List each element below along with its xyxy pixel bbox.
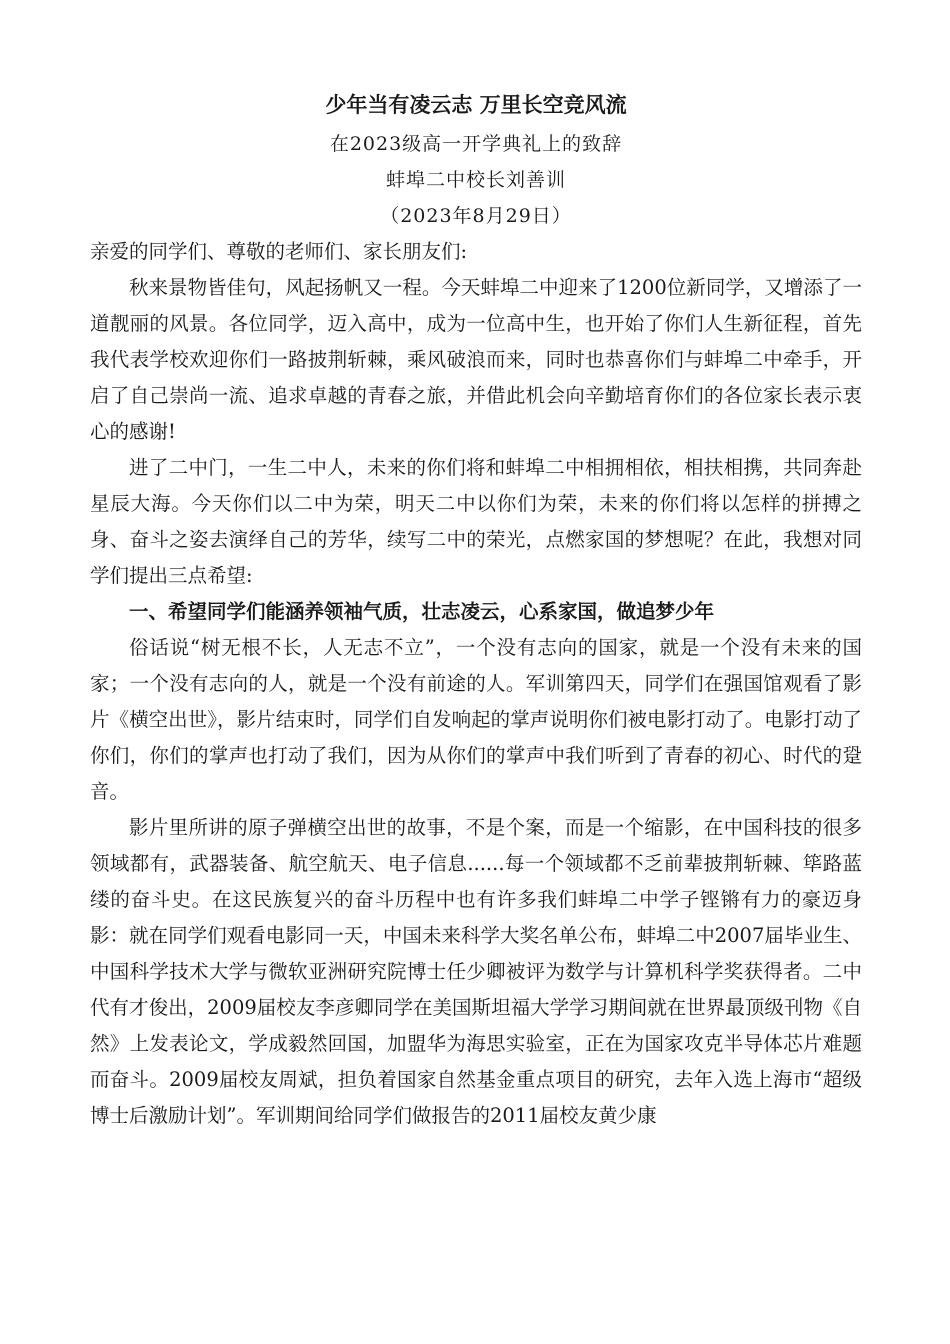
speaker-line: 蚌埠二中校长刘善训 [385, 169, 566, 191]
document-page [90, 90, 862, 1134]
section-heading-1: 一、希望同学们能涵养领袖气质，壮志凌云，心系家国，做追梦少年 [129, 600, 715, 623]
document-body [90, 234, 862, 1134]
paragraph-welcome: 秋来景物皆佳句，风起扬帆又一程。今天蚌埠二中迎来了1200位新同学，又增添了一道靓丽的风景。各位同学，迈入高中，成为一位高中生，也开始了你们人生新征程，首先我代表学校欢迎你们一路披荆斩棘，乘风破浪而来，同时也恭喜你们与蚌埠二中牵手，开启了自己崇尚一流、追求卓越的青春之旅，并借此机会向辛勤培育你们的各位家长表示衷心的感谢! [90, 276, 862, 443]
paragraph-hopes-intro: 进了二中门，一生二中人，未来的你们将和蚌埠二中相拥相依，相扶相携，共同奔赴星辰大海。今天你们以二中为荣，明天二中以你们为荣，未来的你们将以怎样的拼搏之身、奋斗之姿去演绎自己的芳华，续写二中的荣光，点燃家国的梦想呢？在此，我想对同学们提出三点希望: [90, 456, 862, 587]
paragraph-alumni: 影片里所讲的原子弹横空出世的故事，不是个案，而是一个缩影，在中国科技的很多领域都有，武器装备、航空航天、电子信息......每一个领域都不乏前辈披荆斩棘、筚路蓝缕的奋斗史。在这民族复兴的奋斗历程中也有许多我们蚌埠二中学子铿锵有力的豪迈身影：就在同学们观看电影同一天，中国未来科学大奖名单公布，蚌埠二中2007届毕业生、中国科学技术大学与微软亚洲研究院博士任少卿被评为数学与计算机科学奖获得者。二中代有才俊出，2009届校友李彦卿同学在美国斯坦福大学学习期间就在世界最顶级刊物《自然》上发表论文，学成毅然回国，加盟华为海思实验室，正在为国家攻克半导体芯片难题而奋斗。2009届校友周斌，担负着国家自然基金重点项目的研究，去年入选上海市“超级博士后激励计划”。军训期间给同学们做报告的2011届校友黄少康 [90, 816, 862, 1127]
paragraph-ambition: 俗话说“树无根不长，人无志不立”，一个没有志向的国家，就是一个没有未来的国家；一个没有志向的人，就是一个没有前途的人。军训第四天，同学们在强国馆观看了影片《横空出世》，影片结束时，同学们自发响起的掌声说明你们被电影打动了。电影打动了你们，你们的掌声也打动了我们，因为从你们的掌声中我们听到了青春的初心、时代的跫音。 [90, 636, 862, 803]
document-title: 少年当有凌云志 万里长空竞风流 [325, 92, 627, 117]
document-subtitle: 在2023级高一开学典礼上的致辞 [329, 133, 623, 155]
document-header [90, 90, 862, 234]
salutation: 亲爱的同学们、尊敬的老师们、家长朋友们: [90, 240, 468, 263]
date-line: （2023年8月29日） [380, 205, 572, 227]
